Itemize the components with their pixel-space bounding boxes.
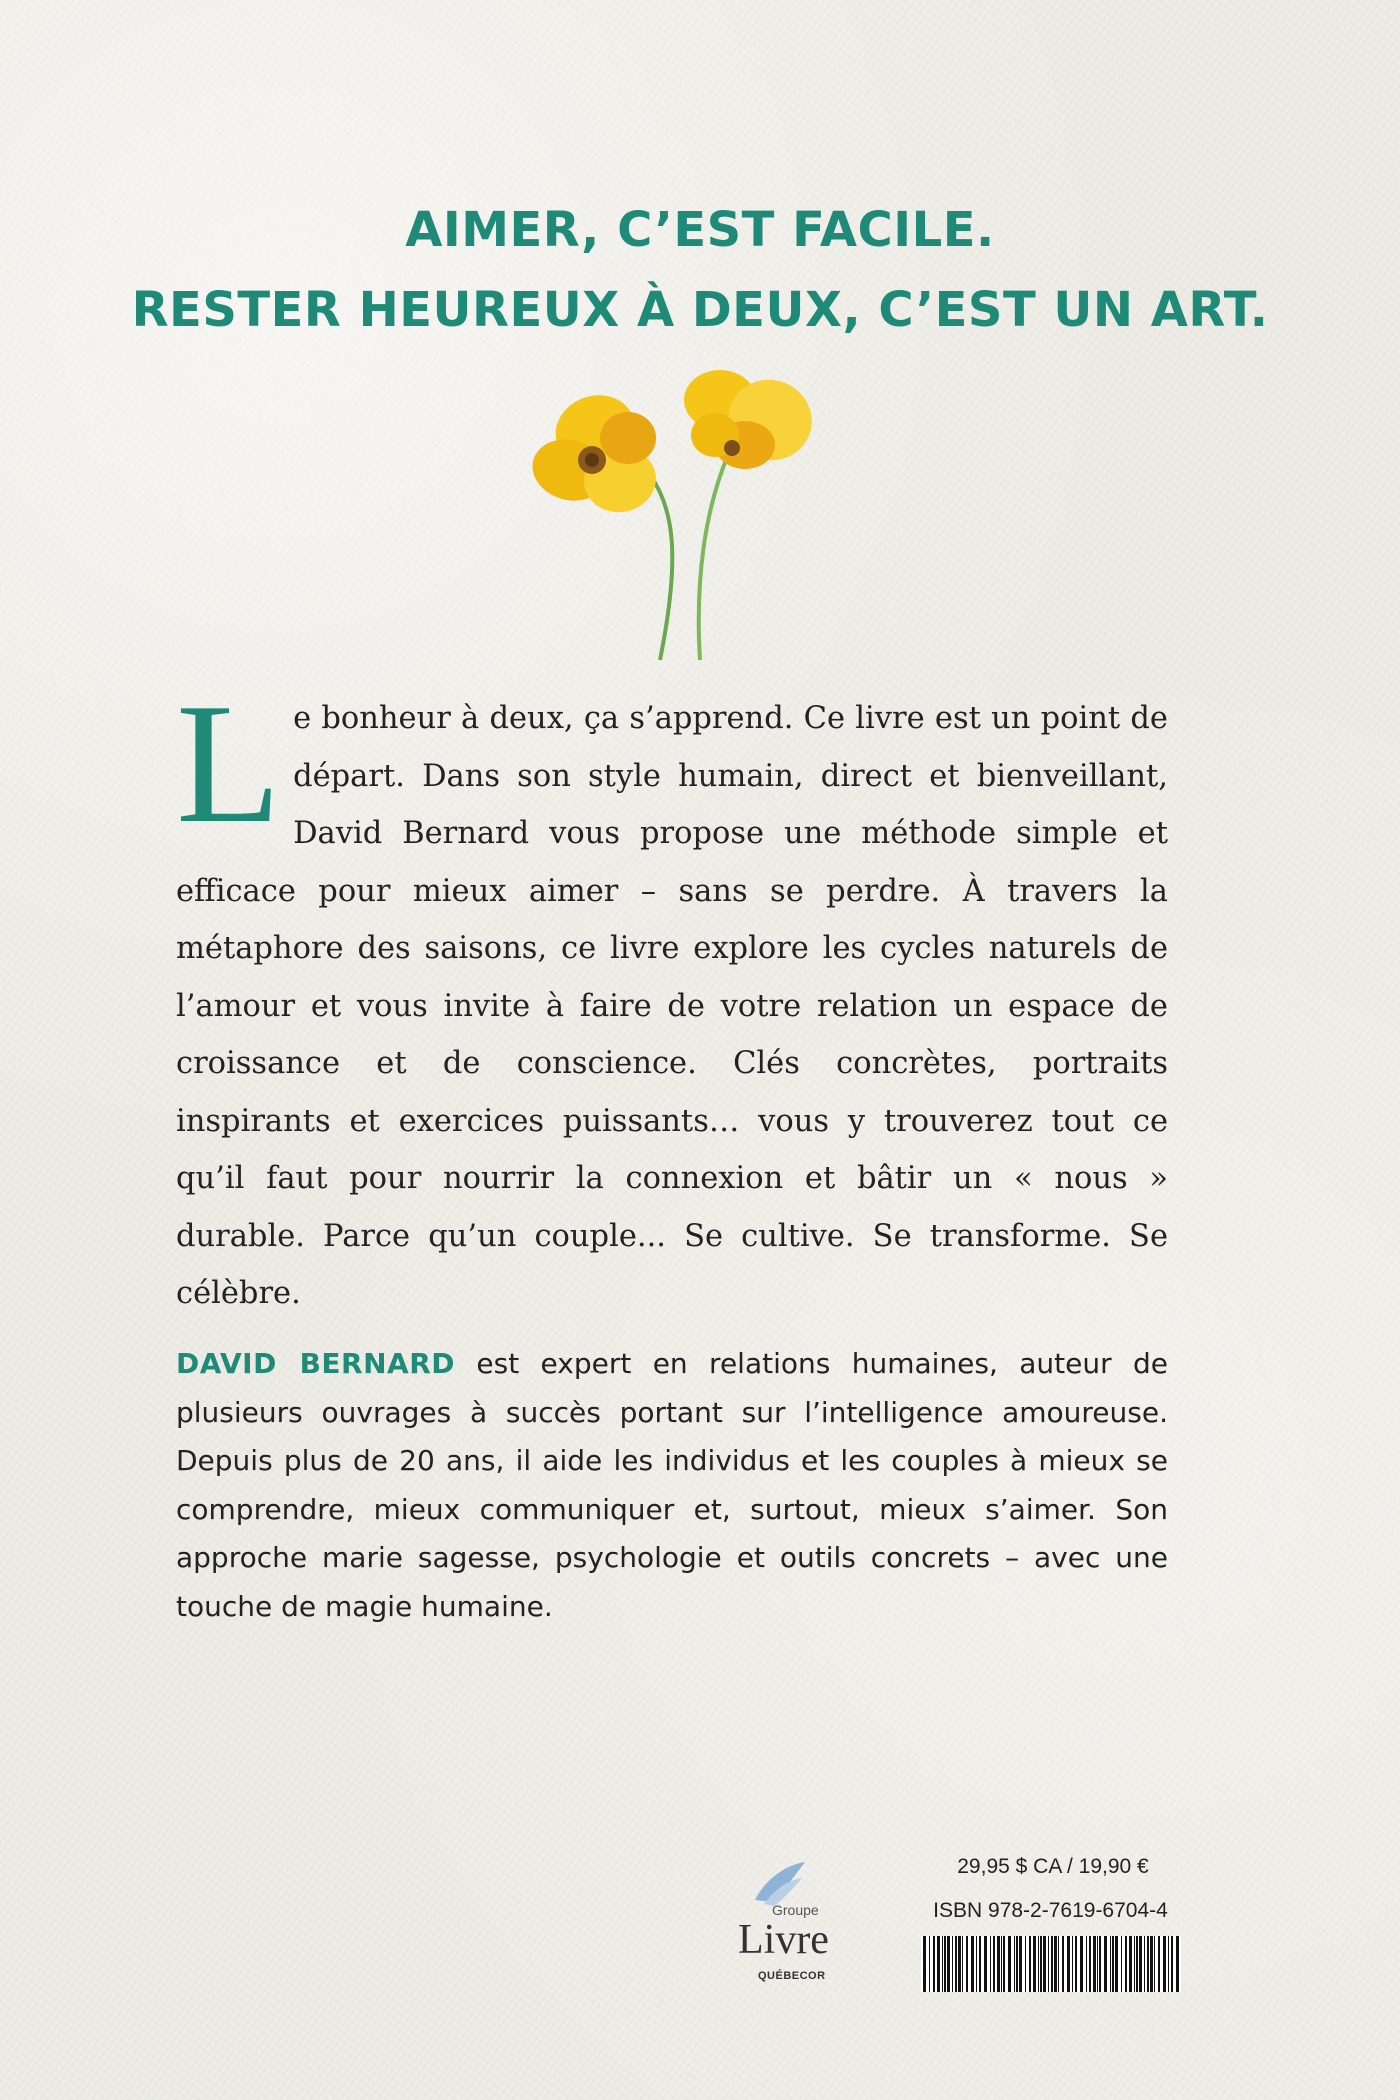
barcode-bar	[993, 1936, 995, 1992]
barcode-bar	[937, 1936, 940, 1992]
barcode-bar	[1019, 1936, 1022, 1992]
barcode-bar	[1144, 1936, 1145, 1992]
barcode-bar	[955, 1936, 957, 1992]
barcode-bar	[1043, 1936, 1046, 1992]
barcode-bar	[1171, 1936, 1173, 1992]
headline-line-2: RESTER HEUREUX À DEUX, C’EST UN ART.	[131, 282, 1269, 338]
barcode-bar	[1176, 1936, 1179, 1992]
barcode-bar	[1163, 1936, 1166, 1992]
barcode-bar	[1121, 1936, 1122, 1992]
barcode-bar	[1016, 1936, 1018, 1992]
barcode-bar	[1112, 1936, 1114, 1992]
description-paragraph	[176, 669, 1168, 1323]
barcode-bar	[1168, 1936, 1169, 1992]
barcode-bar	[1014, 1936, 1015, 1992]
barcode-bar	[1067, 1936, 1070, 1992]
barcode-bar	[1104, 1936, 1107, 1992]
barcode-bar	[1054, 1936, 1057, 1992]
barcode-bar	[1003, 1936, 1005, 1992]
barcode-bar	[979, 1936, 981, 1992]
publisher-quebecor: QUÉBECOR	[758, 1970, 826, 1982]
barcode-bar	[1086, 1936, 1087, 1992]
barcode-bar	[1115, 1936, 1118, 1992]
barcode-bar	[1089, 1936, 1091, 1992]
barcode-bar	[1072, 1936, 1073, 1992]
barcode-bar	[1062, 1936, 1064, 1992]
barcode-bar	[923, 1936, 926, 1992]
barcode-bar	[929, 1936, 930, 1992]
barcode-bar	[933, 1936, 935, 1992]
barcode-bar	[1158, 1936, 1160, 1992]
publisher-groupe: Groupe	[772, 1902, 819, 1918]
barcode-bar	[1008, 1936, 1011, 1992]
barcode-bar	[1029, 1936, 1031, 1992]
barcode-bar	[947, 1936, 950, 1992]
author-bio-text: est expert en relations humaines, auteur de plusieurs ouvrages à succès portant sur l’intelligence amoureuse. Depuis plus de 20 ans, il aide les individus et les couples à mieux se comprendre, mieux communiquer et, surtout, mieux s’aimer. Son approche marie sagesse, psychologie et outils concrets – avec une touche de magie humaine.	[176, 1347, 1168, 1623]
barcode-bar	[1033, 1936, 1036, 1992]
barcode-bar	[942, 1936, 943, 1992]
barcode-bar	[1093, 1936, 1096, 1992]
barcode-bar	[1099, 1936, 1101, 1992]
barcode-bar	[1129, 1936, 1132, 1992]
isbn-label: ISBN 978-2-7619-6704-4	[933, 1899, 1168, 1922]
barcode-bar	[971, 1936, 974, 1992]
barcode-bar	[1125, 1936, 1127, 1992]
description-text: e bonheur à deux, ça s’apprend. Ce livre est un point de départ. Dans son style humain, direct et bienveillant, David Bernard vous propose une méthode simple et efficace pour mieux aimer – sans se perdre. À travers la métaphore des saisons, ce livre explore les cycles naturels de l’amour et vous invite à faire de votre relation un espace de croissance et de conscience. Clés concrètes, portraits inspirants et exercices puissants… vous y trouverez tout ce qu’il faut pour nourrir la connexion et bâtir un « nous » durable. Parce qu’un couple... Se cultive. Se transforme. Se célèbre.	[176, 701, 1168, 1311]
barcode-bar	[990, 1936, 991, 1992]
barcode-bar	[984, 1936, 987, 1992]
poppies-illustration	[500, 360, 840, 670]
headline	[0, 190, 1400, 350]
barcode-bar	[1040, 1936, 1042, 1992]
barcode-bar	[1154, 1936, 1155, 1992]
barcode-bar	[1080, 1936, 1083, 1992]
publisher-livre: Livre	[738, 1917, 829, 1963]
barcode-bar	[1038, 1936, 1039, 1992]
barcode-bar	[1147, 1936, 1149, 1992]
barcode-bar	[1136, 1936, 1138, 1992]
barcode-bar	[1097, 1936, 1098, 1992]
barcode-bar	[958, 1936, 961, 1992]
barcode-bar	[976, 1936, 977, 1992]
barcode-bar	[1110, 1936, 1111, 1992]
barcode-bar	[952, 1936, 953, 1992]
barcode-bar	[962, 1936, 963, 1992]
barcode-bar	[1025, 1936, 1026, 1992]
headline-line-1: AIMER, C’EST FACILE.	[405, 202, 995, 258]
author-name: DAVID BERNARD	[176, 1347, 455, 1380]
barcode-bar	[1001, 1936, 1002, 1992]
author-bio	[176, 1340, 1168, 1631]
barcode-bar	[1048, 1936, 1049, 1992]
barcode-bar	[1134, 1936, 1135, 1992]
barcode-bar	[1075, 1936, 1077, 1992]
barcode-bar	[1139, 1936, 1142, 1992]
barcode-bar	[1051, 1936, 1053, 1992]
publisher-logo	[722, 1860, 852, 1990]
barcode	[921, 1936, 1181, 1992]
price-label: 29,95 $ CA / 19,90 €	[957, 1855, 1149, 1878]
barcode-bar	[997, 1936, 1000, 1992]
dropcap-letter: L	[176, 669, 282, 859]
barcode-bar	[944, 1936, 946, 1992]
barcode-bar	[1150, 1936, 1153, 1992]
barcode-bar	[966, 1936, 968, 1992]
barcode-bar	[1058, 1936, 1059, 1992]
